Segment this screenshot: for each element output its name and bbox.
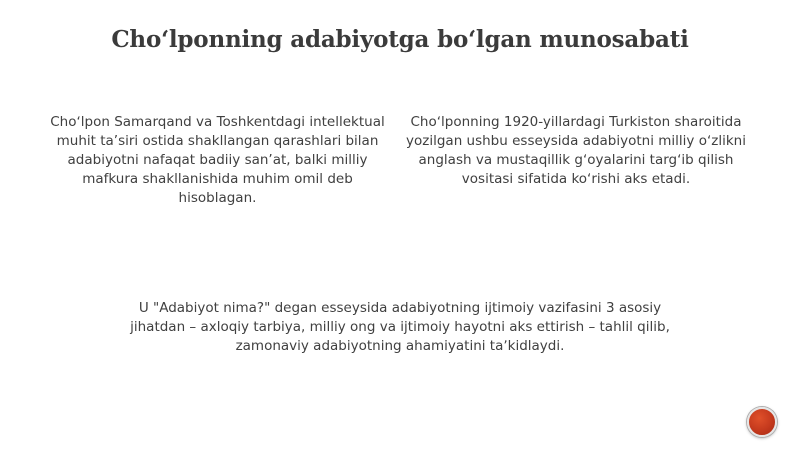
circle-button-icon[interactable]	[747, 407, 777, 437]
bottom-paragraph: U "Adabiyot nima?" degan esseysida adabiyotning ijtimoiy vazifasini 3 asosiy jihatdan – axloqiy tarbiya, milliy ong va ijtimoiy hayotni aks ettirish – tahlil qilib, zamonaviy adabiyotning ahamiyatini taʼkidlaydi.	[130, 300, 670, 354]
left-paragraph: Choʻlpon Samarqand va Toshkentdagi intellektual muhit ta’siri ostida shakllangan qarashlari bilan adabiyotni nafaqat badiiy san’at, balki milliy mafkura shakllanishida muhim omil deb hisoblagan.	[50, 114, 385, 206]
right-paragraph: Choʻlponning 1920-yillardagi Turkiston sharoitida yozilgan ushbu esseysida adabiyotni milliy oʻzlikni anglash va mustaqillik gʻoyalarini targʻib qilish vositasi sifatida koʻrishi aks etadi.	[406, 114, 746, 187]
slide-title: Choʻlponning adabiyotga boʻlgan munosabati	[111, 26, 689, 53]
